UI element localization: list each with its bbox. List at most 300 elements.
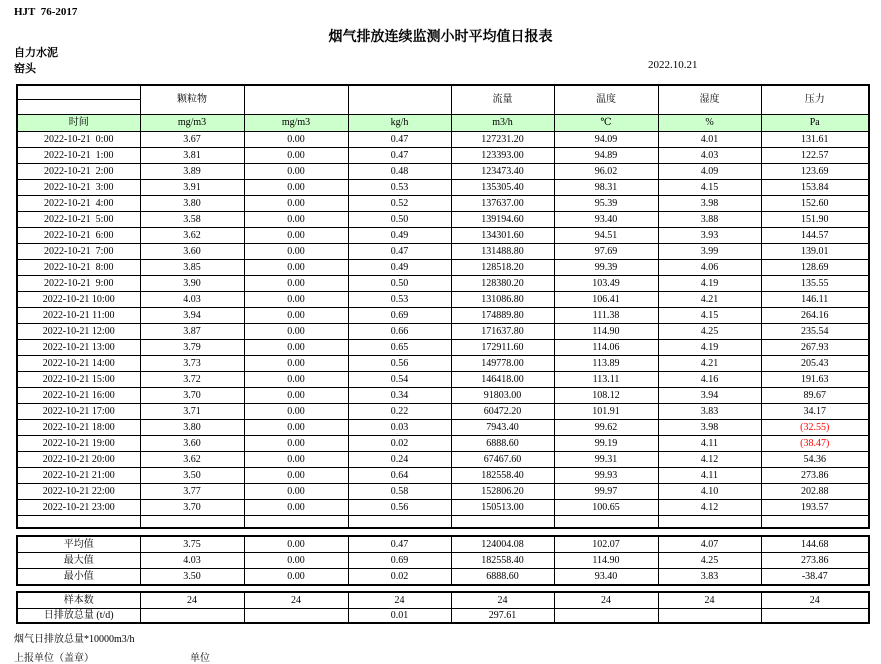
value-cell: 96.02 [554,164,658,180]
value-cell: 0.47 [348,132,451,148]
row-label-cell: 2022-10-21 2:00 [17,164,140,180]
table-row [17,516,869,529]
value-cell: 127231.20 [451,132,554,148]
table-row [17,404,869,420]
value-cell: 0.00 [244,372,348,388]
row-label-cell: 2022-10-21 22:00 [17,484,140,500]
row-label-cell: 2022-10-21 9:00 [17,276,140,292]
value-cell: 4.25 [658,553,761,569]
value-cell: 94.09 [554,132,658,148]
value-cell: 0.00 [244,420,348,436]
value-cell: 0.47 [348,148,451,164]
value-cell: 171637.80 [451,324,554,340]
value-cell: 267.93 [761,340,869,356]
value-cell: 273.86 [761,468,869,484]
row-label-cell: 2022-10-21 12:00 [17,324,140,340]
unit-header-row [17,115,869,132]
value-cell [554,516,658,529]
value-cell: 4.01 [658,132,761,148]
value-cell: 91803.00 [451,388,554,404]
table-row [17,180,869,196]
row-label-cell: 2022-10-21 8:00 [17,260,140,276]
value-cell: 146418.00 [451,372,554,388]
table-row [17,356,869,372]
value-cell: 0.00 [244,452,348,468]
value-cell: 67467.60 [451,452,554,468]
value-cell: 3.98 [658,420,761,436]
table-row [17,468,869,484]
value-cell: 4.07 [658,536,761,553]
value-cell: 99.62 [554,420,658,436]
value-cell: 3.75 [140,536,244,553]
monitoring-point: 窑头 [14,63,36,75]
value-cell: 3.70 [140,500,244,516]
group-header-row [17,85,869,115]
value-cell: 152806.20 [451,484,554,500]
value-cell: 111.38 [554,308,658,324]
table-row [17,553,869,569]
col-header-pressure: 压力 [761,85,869,115]
value-cell: 0.00 [244,404,348,420]
value-cell: 0.47 [348,536,451,553]
col-header-humidity: 湿度 [658,85,761,115]
time-header-split-cell [17,85,140,115]
value-cell: 99.19 [554,436,658,452]
value-cell: 3.87 [140,324,244,340]
value-cell: 0.00 [244,340,348,356]
value-cell: 24 [348,592,451,609]
table-row [17,228,869,244]
value-cell: 0.00 [244,292,348,308]
value-cell: 3.94 [658,388,761,404]
value-cell: 102.07 [554,536,658,553]
value-cell: 4.03 [658,148,761,164]
value-cell: 0.50 [348,212,451,228]
table-row [17,500,869,516]
value-cell: 134301.60 [451,228,554,244]
value-cell: 3.94 [140,308,244,324]
table-row [17,436,869,452]
row-label-cell: 2022-10-21 15:00 [17,372,140,388]
value-cell: 4.15 [658,180,761,196]
row-label-cell: 最小值 [17,569,140,586]
value-cell: 0.48 [348,164,451,180]
row-label-cell: 2022-10-21 10:00 [17,292,140,308]
col-header-particulate: 颗粒物 [140,85,244,115]
value-cell: 24 [244,592,348,609]
value-cell: 191.63 [761,372,869,388]
unit-cell-mgm3-2: mg/m3 [244,115,348,132]
value-cell: 135.55 [761,276,869,292]
col-header-empty-2 [348,85,451,115]
value-cell: 93.40 [554,569,658,586]
value-cell: 123393.00 [451,148,554,164]
value-cell: 0.00 [244,132,348,148]
value-cell: 0.24 [348,452,451,468]
value-cell: 0.00 [244,324,348,340]
value-cell: 0.00 [244,164,348,180]
reporting-unit-label: 上报单位（盖章） [14,653,94,664]
value-cell: 0.49 [348,228,451,244]
value-cell: 182558.40 [451,553,554,569]
value-cell: 113.11 [554,372,658,388]
value-cell: 0.64 [348,468,451,484]
value-cell: 6888.60 [451,569,554,586]
value-cell: 0.00 [244,196,348,212]
value-cell: 0.00 [244,148,348,164]
value-cell [244,516,348,529]
value-cell: 150513.00 [451,500,554,516]
table-row [17,592,869,609]
unit-cell-mgm3-1: mg/m3 [140,115,244,132]
value-cell: 3.62 [140,452,244,468]
value-cell: 0.02 [348,436,451,452]
row-label-cell: 最大值 [17,553,140,569]
value-cell: 128518.20 [451,260,554,276]
value-cell: 3.91 [140,180,244,196]
value-cell: 0.00 [244,180,348,196]
value-cell: 0.00 [244,436,348,452]
value-cell: -38.47 [761,569,869,586]
row-label-cell: 2022-10-21 6:00 [17,228,140,244]
value-cell: 94.51 [554,228,658,244]
value-cell: 0.47 [348,244,451,260]
value-cell: 34.17 [761,404,869,420]
value-cell: 93.40 [554,212,658,228]
value-cell: (32.55) [761,420,869,436]
value-cell: 131.61 [761,132,869,148]
value-cell: 149778.00 [451,356,554,372]
value-cell: (38.47) [761,436,869,452]
row-label-cell: 2022-10-21 18:00 [17,420,140,436]
value-cell: 99.93 [554,468,658,484]
value-cell: 3.79 [140,340,244,356]
unit-cell-time: 时间 [17,115,140,132]
value-cell: 7943.40 [451,420,554,436]
value-cell: 3.60 [140,244,244,260]
value-cell: 193.57 [761,500,869,516]
value-cell: 0.00 [244,276,348,292]
value-cell: 131488.80 [451,244,554,260]
table-row [17,420,869,436]
value-cell: 0.03 [348,420,451,436]
value-cell: 135305.40 [451,180,554,196]
value-cell: 4.06 [658,260,761,276]
value-cell: 0.00 [244,484,348,500]
document-header [0,0,881,84]
unit-cell-percent: % [658,115,761,132]
value-cell: 172911.60 [451,340,554,356]
value-cell: 0.53 [348,180,451,196]
row-label-cell [17,516,140,529]
value-cell: 3.60 [140,436,244,452]
value-cell: 3.90 [140,276,244,292]
value-cell: 114.06 [554,340,658,356]
table-row [17,340,869,356]
row-label-cell: 2022-10-21 4:00 [17,196,140,212]
row-label-cell: 2022-10-21 16:00 [17,388,140,404]
value-cell: 3.88 [658,212,761,228]
value-cell: 4.19 [658,340,761,356]
value-cell: 0.00 [244,388,348,404]
value-cell: 24 [140,592,244,609]
value-cell: 139194.60 [451,212,554,228]
row-label-cell: 2022-10-21 23:00 [17,500,140,516]
row-label-cell: 2022-10-21 21:00 [17,468,140,484]
value-cell: 0.01 [348,609,451,624]
col-header-empty-1 [244,85,348,115]
table-row [17,244,869,260]
value-cell: 4.19 [658,276,761,292]
value-cell: 0.00 [244,260,348,276]
value-cell: 264.16 [761,308,869,324]
value-cell: 0.69 [348,553,451,569]
value-cell: 0.58 [348,484,451,500]
value-cell: 0.00 [244,308,348,324]
value-cell: 3.71 [140,404,244,420]
value-cell: 0.56 [348,500,451,516]
unit-cell-pa: Pa [761,115,869,132]
value-cell: 0.53 [348,292,451,308]
value-cell: 4.16 [658,372,761,388]
value-cell: 123.69 [761,164,869,180]
unit-cell-celsius: ℃ [554,115,658,132]
value-cell: 0.00 [244,569,348,586]
value-cell: 4.12 [658,500,761,516]
value-cell: 0.50 [348,276,451,292]
value-cell: 3.62 [140,228,244,244]
value-cell: 152.60 [761,196,869,212]
value-cell: 114.90 [554,553,658,569]
table-row [17,164,869,180]
value-cell: 0.49 [348,260,451,276]
value-cell: 99.97 [554,484,658,500]
value-cell: 0.00 [244,500,348,516]
value-cell: 202.88 [761,484,869,500]
value-cell: 0.00 [244,356,348,372]
value-cell [348,516,451,529]
row-label-cell: 样本数 [17,592,140,609]
value-cell: 146.11 [761,292,869,308]
value-cell: 95.39 [554,196,658,212]
value-cell: 0.34 [348,388,451,404]
value-cell: 4.25 [658,324,761,340]
value-cell: 3.80 [140,196,244,212]
value-cell [658,609,761,624]
value-cell: 24 [451,592,554,609]
value-cell [761,516,869,529]
value-cell: 3.67 [140,132,244,148]
value-cell [140,609,244,624]
value-cell: 144.68 [761,536,869,553]
value-cell: 4.15 [658,308,761,324]
row-label-cell: 2022-10-21 14:00 [17,356,140,372]
value-cell: 4.09 [658,164,761,180]
value-cell [658,516,761,529]
value-cell: 297.61 [451,609,554,624]
value-cell: 137637.00 [451,196,554,212]
value-cell: 3.77 [140,484,244,500]
value-cell: 3.58 [140,212,244,228]
value-cell: 99.31 [554,452,658,468]
flue-gas-total-note: 烟气日排放总量*10000m3/h [14,634,135,645]
value-cell: 3.81 [140,148,244,164]
value-cell: 0.00 [244,553,348,569]
value-cell: 174889.80 [451,308,554,324]
value-cell [244,609,348,624]
report-title: 烟气排放连续监测小时平均值日报表 [328,30,553,45]
value-cell: 0.00 [244,536,348,553]
value-cell: 4.10 [658,484,761,500]
value-cell: 4.11 [658,436,761,452]
value-cell: 0.56 [348,356,451,372]
row-label-cell: 2022-10-21 0:00 [17,132,140,148]
value-cell: 0.02 [348,569,451,586]
value-cell: 144.57 [761,228,869,244]
empty-header-cell [18,86,140,100]
table-row [17,260,869,276]
value-cell: 3.70 [140,388,244,404]
document-footer [14,630,881,664]
value-cell: 0.65 [348,340,451,356]
value-cell: 0.00 [244,244,348,260]
value-cell: 0.69 [348,308,451,324]
value-cell: 123473.40 [451,164,554,180]
value-cell: 4.21 [658,356,761,372]
empty-header-cell [18,100,140,114]
row-label-cell: 2022-10-21 20:00 [17,452,140,468]
value-cell: 3.72 [140,372,244,388]
row-label-cell: 2022-10-21 17:00 [17,404,140,420]
row-label-cell: 2022-10-21 3:00 [17,180,140,196]
value-cell: 273.86 [761,553,869,569]
row-label-cell: 平均值 [17,536,140,553]
value-cell: 3.85 [140,260,244,276]
value-cell: 108.12 [554,388,658,404]
row-label-cell: 2022-10-21 11:00 [17,308,140,324]
row-label-cell: 2022-10-21 13:00 [17,340,140,356]
value-cell: 60472.20 [451,404,554,420]
company-name: 自力水泥 [14,47,58,59]
value-cell: 113.89 [554,356,658,372]
value-cell: 4.03 [140,292,244,308]
value-cell: 4.21 [658,292,761,308]
value-cell: 89.67 [761,388,869,404]
hourly-data-table [16,84,870,529]
value-cell: 3.89 [140,164,244,180]
summary-counts-table [16,591,870,624]
value-cell: 24 [554,592,658,609]
value-cell: 114.90 [554,324,658,340]
col-header-temperature: 温度 [554,85,658,115]
col-header-flow: 流量 [451,85,554,115]
row-label-cell: 2022-10-21 19:00 [17,436,140,452]
table-row [17,569,869,586]
value-cell: 153.84 [761,180,869,196]
value-cell: 4.03 [140,553,244,569]
row-label-cell: 2022-10-21 5:00 [17,212,140,228]
value-cell: 3.73 [140,356,244,372]
value-cell [554,609,658,624]
value-cell: 3.83 [658,404,761,420]
value-cell: 54.36 [761,452,869,468]
unit-cell-m3h: m3/h [451,115,554,132]
row-label-cell: 日排放总量 (t/d) [17,609,140,624]
value-cell: 182558.40 [451,468,554,484]
row-label-cell: 2022-10-21 1:00 [17,148,140,164]
value-cell: 0.00 [244,228,348,244]
table-row [17,212,869,228]
value-cell: 97.69 [554,244,658,260]
value-cell: 124004.08 [451,536,554,553]
value-cell: 94.89 [554,148,658,164]
value-cell: 0.66 [348,324,451,340]
value-cell: 100.65 [554,500,658,516]
value-cell: 139.01 [761,244,869,260]
value-cell: 24 [761,592,869,609]
standard-code: HJT 76-2017 [14,6,78,18]
value-cell [140,516,244,529]
report-date: 2022.10.21 [648,59,698,71]
table-row [17,324,869,340]
value-cell: 103.49 [554,276,658,292]
value-cell: 3.99 [658,244,761,260]
table-row [17,609,869,624]
value-cell: 128.69 [761,260,869,276]
value-cell: 235.54 [761,324,869,340]
value-cell: 3.50 [140,569,244,586]
table-row [17,132,869,148]
value-cell: 4.11 [658,468,761,484]
table-row [17,452,869,468]
summary-stats-table [16,535,870,586]
value-cell: 3.98 [658,196,761,212]
table-row [17,148,869,164]
value-cell [451,516,554,529]
value-cell: 99.39 [554,260,658,276]
unit-cell-kgh: kg/h [348,115,451,132]
value-cell: 0.00 [244,212,348,228]
value-cell: 151.90 [761,212,869,228]
value-cell: 98.31 [554,180,658,196]
value-cell: 0.22 [348,404,451,420]
value-cell: 0.54 [348,372,451,388]
value-cell: 106.41 [554,292,658,308]
value-cell: 3.93 [658,228,761,244]
table-row [17,372,869,388]
value-cell: 6888.60 [451,436,554,452]
table-row [17,536,869,553]
value-cell: 131086.80 [451,292,554,308]
table-row [17,388,869,404]
value-cell: 205.43 [761,356,869,372]
table-row [17,292,869,308]
row-label-cell: 2022-10-21 7:00 [17,244,140,260]
table-row [17,276,869,292]
table-row [17,484,869,500]
value-cell: 3.83 [658,569,761,586]
unit-label: 单位 [190,653,210,664]
value-cell: 122.57 [761,148,869,164]
value-cell: 4.12 [658,452,761,468]
table-row [17,308,869,324]
value-cell: 24 [658,592,761,609]
value-cell: 101.91 [554,404,658,420]
value-cell: 3.50 [140,468,244,484]
table-row [17,196,869,212]
value-cell [761,609,869,624]
value-cell: 0.00 [244,468,348,484]
